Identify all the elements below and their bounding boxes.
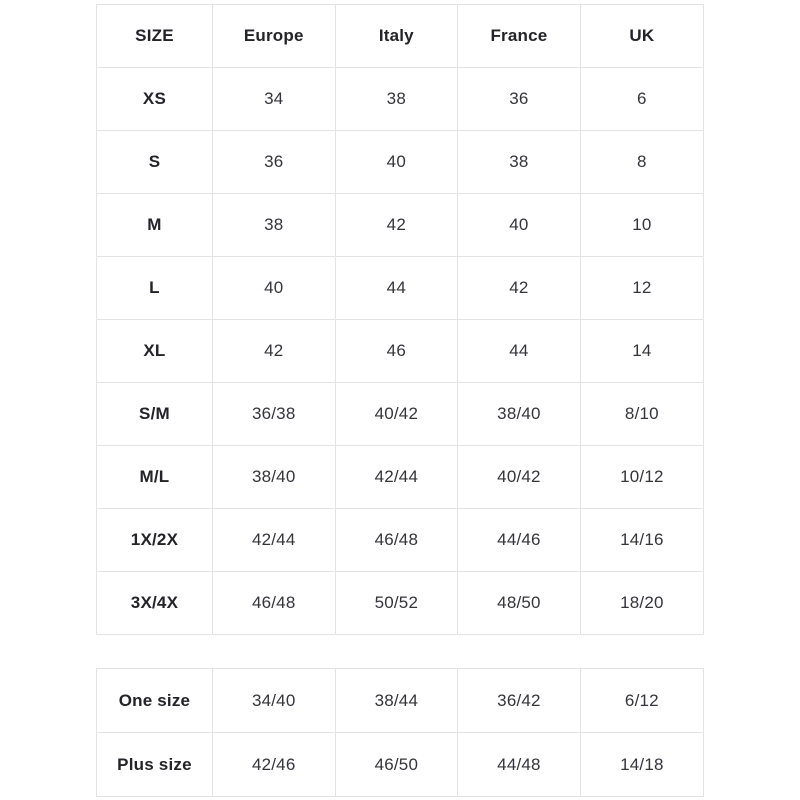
cell-europe: 42/44: [212, 509, 335, 572]
table-row: [97, 509, 704, 572]
cell-europe: 34/40: [212, 669, 335, 733]
table-row: [97, 131, 704, 194]
cell-europe: 36/38: [212, 383, 335, 446]
secondary-size-table-container: [96, 668, 704, 797]
table-row: [97, 320, 704, 383]
table-row: [97, 68, 704, 131]
cell-italy: 38/44: [335, 669, 458, 733]
cell-europe: 34: [212, 68, 335, 131]
row-label: XS: [97, 68, 213, 131]
cell-italy: 46: [335, 320, 458, 383]
table-row: [97, 257, 704, 320]
table-header-row: [97, 5, 704, 68]
cell-italy: 40/42: [335, 383, 458, 446]
main-size-table-container: [96, 4, 704, 635]
cell-france: 44/46: [458, 509, 581, 572]
table-row: [97, 383, 704, 446]
cell-europe: 38/40: [212, 446, 335, 509]
table-row: [97, 669, 704, 733]
cell-italy: 46/50: [335, 733, 458, 797]
cell-europe: 42: [212, 320, 335, 383]
cell-france: 48/50: [458, 572, 581, 635]
cell-uk: 18/20: [580, 572, 703, 635]
cell-france: 40: [458, 194, 581, 257]
cell-europe: 36: [212, 131, 335, 194]
cell-uk: 14/16: [580, 509, 703, 572]
cell-europe: 40: [212, 257, 335, 320]
table-row: [97, 572, 704, 635]
column-header-italy: Italy: [335, 5, 458, 68]
column-header-size: SIZE: [97, 5, 213, 68]
secondary-size-table: [96, 668, 704, 797]
cell-uk: 10: [580, 194, 703, 257]
cell-uk: 14/18: [580, 733, 703, 797]
cell-uk: 10/12: [580, 446, 703, 509]
column-header-uk: UK: [580, 5, 703, 68]
cell-italy: 42/44: [335, 446, 458, 509]
row-label: S/M: [97, 383, 213, 446]
cell-uk: 8/10: [580, 383, 703, 446]
row-label: 3X/4X: [97, 572, 213, 635]
row-label: Plus size: [97, 733, 213, 797]
cell-uk: 6/12: [580, 669, 703, 733]
row-label: XL: [97, 320, 213, 383]
cell-europe: 38: [212, 194, 335, 257]
cell-italy: 40: [335, 131, 458, 194]
column-header-france: France: [458, 5, 581, 68]
cell-france: 36: [458, 68, 581, 131]
cell-france: 44: [458, 320, 581, 383]
row-label: L: [97, 257, 213, 320]
cell-europe: 42/46: [212, 733, 335, 797]
cell-france: 36/42: [458, 669, 581, 733]
main-size-table: [96, 4, 704, 635]
cell-france: 40/42: [458, 446, 581, 509]
cell-europe: 46/48: [212, 572, 335, 635]
cell-italy: 46/48: [335, 509, 458, 572]
cell-uk: 8: [580, 131, 703, 194]
row-label: M: [97, 194, 213, 257]
cell-italy: 38: [335, 68, 458, 131]
table-row: [97, 194, 704, 257]
main-size-table-header: [97, 5, 704, 68]
cell-italy: 50/52: [335, 572, 458, 635]
row-label: One size: [97, 669, 213, 733]
main-size-table-body: [97, 68, 704, 635]
cell-italy: 42: [335, 194, 458, 257]
row-label: S: [97, 131, 213, 194]
row-label: 1X/2X: [97, 509, 213, 572]
row-label: M/L: [97, 446, 213, 509]
cell-france: 44/48: [458, 733, 581, 797]
cell-uk: 6: [580, 68, 703, 131]
cell-uk: 14: [580, 320, 703, 383]
secondary-size-table-body: [97, 669, 704, 797]
table-row: [97, 446, 704, 509]
cell-france: 42: [458, 257, 581, 320]
cell-italy: 44: [335, 257, 458, 320]
cell-uk: 12: [580, 257, 703, 320]
table-row: [97, 733, 704, 797]
column-header-europe: Europe: [212, 5, 335, 68]
cell-france: 38/40: [458, 383, 581, 446]
cell-france: 38: [458, 131, 581, 194]
